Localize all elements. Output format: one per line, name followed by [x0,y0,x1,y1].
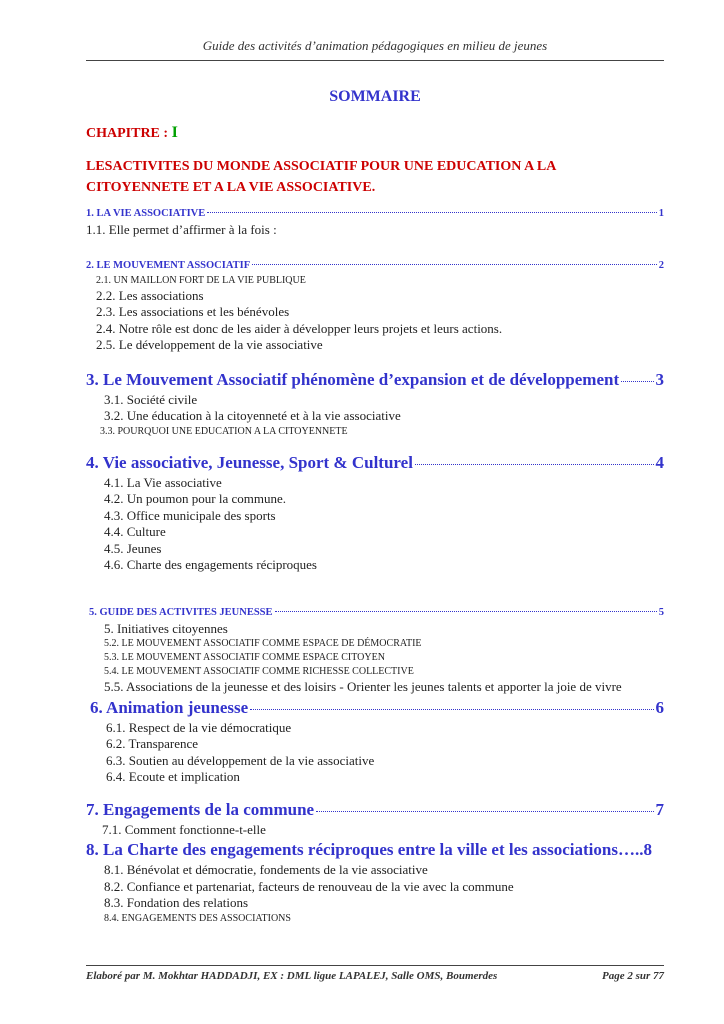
toc-section-7[interactable] [86,798,664,822]
toc-page-number: 3 [655,369,664,389]
toc-subitem[interactable]: 1.1. Elle permet d’affirmer à la fois : [86,222,277,237]
footer-divider [86,965,664,966]
toc-subitem[interactable]: 5.5. Associations de la jeunesse et des loisirs - Orienter les jeunes talents et apporter la joie de vivre [104,679,622,694]
footer-author: Elaboré par M. Mokhtar HADDADJI, EX : DML ligue LAPALEJ, Salle OMS, Boumerdes [86,970,498,982]
toc-subitem[interactable]: 5.3. LE MOUVEMENT ASSOCIATIF COMME ESPACE CITOYEN [104,652,385,663]
toc-section-5[interactable] [86,604,664,621]
toc-subitem[interactable]: 5.2. LE MOUVEMENT ASSOCIATIF COMME ESPACE DE DÉMOCRATIE [104,638,422,649]
toc-subitem[interactable]: 5.4. LE MOUVEMENT ASSOCIATIF COMME RICHESSE COLLECTIVE [104,666,414,677]
toc-section-label: 2. LE MOUVEMENT ASSOCIATIF [86,259,251,271]
toc-leader-dots [621,381,653,382]
toc-page-number: 2 [658,259,664,271]
footer-page-number: Page 2 sur 77 [601,970,664,982]
toc-page-number: 4 [655,452,664,472]
toc-leader-dots [316,811,653,812]
toc-section-label: 7. Engagements de la commune [86,799,315,819]
toc-section-8[interactable] [86,838,664,862]
chapter-label: CHAPITRE : [86,126,172,141]
toc-page-number: 6 [655,697,664,717]
toc-section-6[interactable] [86,696,664,720]
toc-subitem[interactable]: 6.4. Ecoute et implication [106,769,240,784]
toc-subitem[interactable]: 5. Initiatives citoyennes [104,620,228,636]
toc-subitem[interactable]: 4.6. Charte des engagements réciproques [104,557,317,572]
toc-subitem[interactable]: 3.2. Une éducation à la citoyenneté et à la vie associative [104,408,401,423]
page-title: SOMMAIRE [329,88,421,105]
page-header: Guide des activités d’animation pédagogiques en milieu de jeunes [202,38,548,53]
toc-leader-dots [250,709,653,710]
toc-subitem[interactable]: 6.3. Soutien au développement de la vie associative [106,752,375,768]
toc-subitem[interactable]: 6.2. Transparence [106,736,199,751]
toc-subitem[interactable]: 7.1. Comment fonctionne-t-elle [102,821,266,837]
chapter-number: I [171,124,178,141]
toc-section-4[interactable] [86,451,664,475]
toc-subitem[interactable]: 8.2. Confiance et partenariat, facteurs de renouveau de la vie avec la commune [104,878,514,894]
toc-subitem[interactable]: 4.3. Office municipale des sports [104,507,276,523]
toc-section-2[interactable] [86,257,664,274]
toc-subitem[interactable]: 8.4. ENGAGEMENTS DES ASSOCIATIONS [104,912,291,924]
toc-subitem[interactable]: 3.3. POURQUOI UNE EDUCATION A LA CITOYENNETE [100,425,348,437]
toc-section-label: 3. Le Mouvement Associatif phénomène d’expansion et de développement [86,369,620,389]
chapter-subtitle: LESACTIVITES DU MONDE ASSOCIATIF POUR UNE EDUCATION A LA CITOYENNETE ET A LA VIE ASSOCIATIVE. [86,159,556,195]
toc-section-label: 6. Animation jeunesse [90,697,249,717]
toc-page-number: 1 [658,208,664,219]
toc-subitem[interactable]: 6.1. Respect de la vie démocratique [106,719,292,735]
toc-leader-dots [415,464,654,465]
toc-section-3[interactable] [86,368,664,392]
toc-subitem[interactable]: 4.5. Jeunes [104,540,162,556]
toc-leader-dots [252,264,657,265]
toc-leader-dots [275,611,657,612]
toc-subitem[interactable]: 8.1. Bénévolat et démocratie, fondements de la vie associative [104,862,428,877]
toc-page-number: 5 [658,606,664,618]
toc-section-label: 1. LA VIE ASSOCIATIVE [86,208,206,219]
toc-subitem[interactable]: 3.1. Société civile [104,391,198,407]
toc-subitem[interactable]: 4.1. La Vie associative [104,474,222,490]
toc-subitem[interactable]: 2.2. Les associations [96,287,204,303]
toc-subitem[interactable]: 2.3. Les associations et les bénévoles [96,304,290,319]
toc-subitem[interactable]: 8.3. Fondation des relations [104,895,249,910]
toc-subitem[interactable]: 2.5. Le développement de la vie associative [96,337,323,352]
toc-section-1[interactable] [86,205,664,222]
header-divider [86,60,664,61]
toc-leader-dots [207,212,657,213]
toc-page-number: 7 [655,799,664,819]
table-of-contents [86,205,664,926]
toc-subitem[interactable]: 2.4. Notre rôle est donc de les aider à développer leurs projets et leurs actions. [96,320,503,336]
toc-section-label: 4. Vie associative, Jeunesse, Sport & Culturel [86,452,413,472]
toc-section-label: 5. GUIDE DES ACTIVITES JEUNESSE [89,606,273,618]
toc-page-number: 8 [643,840,652,859]
chapter-heading [86,124,178,142]
toc-subitem[interactable]: 4.2. Un poumon pour la commune. [104,491,286,506]
toc-section-label: 8. La Charte des engagements réciproques entre la ville et les associations….. [86,840,644,859]
toc-subitem[interactable]: 4.4. Culture [104,524,166,539]
toc-subitem[interactable]: 2.1. UN MAILLON FORT DE LA VIE PUBLIQUE [96,274,306,286]
